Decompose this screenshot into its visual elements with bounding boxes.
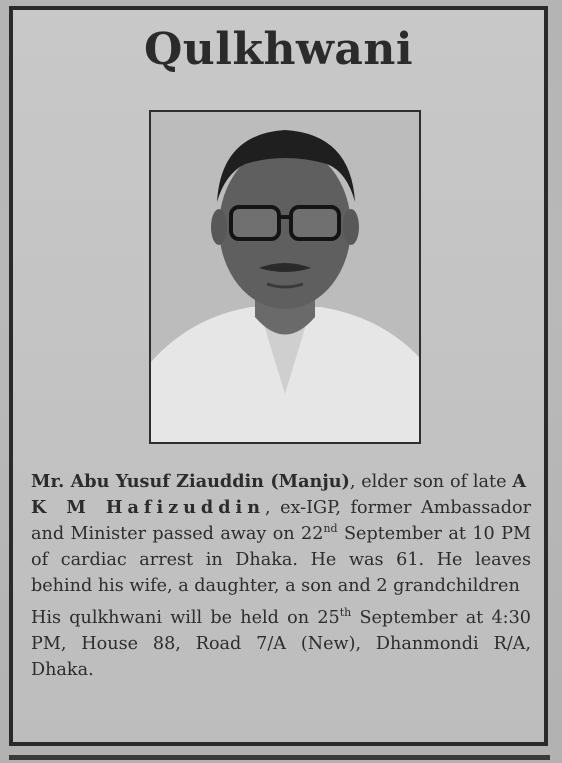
qulkhwani-ordinal-suffix: th xyxy=(339,606,352,619)
qulkhwani-paragraph xyxy=(31,605,531,683)
portrait-illustration xyxy=(151,112,419,442)
date-ordinal-suffix: nd xyxy=(323,522,338,535)
obituary-details: September at 10 PM of cardiac arrest in Dhaka. He was 61. He leaves behind his wife, a daughter, a son and 2 grandchildren xyxy=(31,524,531,596)
deceased-name: Mr. Abu Yusuf Ziauddin (Manju) xyxy=(31,471,350,492)
portrait-photo xyxy=(149,110,421,444)
father-details: , ex-IGP, former Ambassador and Minister passed away on 22 xyxy=(31,498,531,544)
father-name: A K M Hafizuddin xyxy=(31,471,531,518)
qulkhwani-date-text: His qulkhwani will be held on 25 xyxy=(31,608,340,628)
bottom-border-rule xyxy=(9,755,550,760)
notice-body xyxy=(31,469,531,683)
notice-title: Qulkhwani xyxy=(143,24,414,75)
notice-frame xyxy=(9,6,548,746)
qulkhwani-venue-text: September at 4:30 PM, House 88, Road 7/A (New), Dhanmondi R/A, Dhaka. xyxy=(31,608,531,680)
relation-text: , elder son of late xyxy=(349,472,513,492)
obituary-paragraph xyxy=(31,469,531,599)
